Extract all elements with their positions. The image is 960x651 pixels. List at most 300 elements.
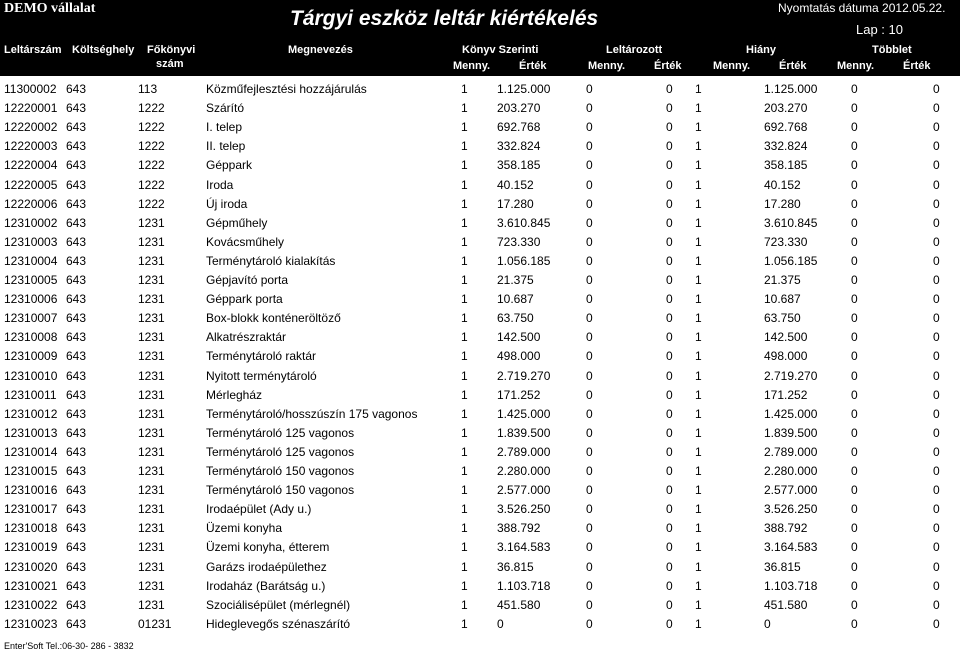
cell-leltar-menny: 0	[586, 330, 593, 344]
table-row	[0, 577, 960, 596]
cell-tobblet-menny: 0	[851, 158, 858, 172]
cell-leltar-ertek: 0	[666, 273, 673, 287]
cell-leltarszam: 11300002	[4, 82, 57, 96]
cell-leltar-ertek: 0	[666, 369, 673, 383]
cell-leltar-menny: 0	[586, 560, 593, 574]
cell-megnevezes: Nyitott terménytároló	[206, 369, 317, 383]
cell-leltar-menny: 0	[586, 311, 593, 325]
cell-hiany-ertek: 1.056.185	[764, 254, 818, 268]
cell-fokonyvi: 1231	[138, 502, 165, 516]
cell-tobblet-ertek: 0	[933, 445, 940, 459]
cell-hiany-ertek: 451.580	[764, 598, 808, 612]
cell-fokonyvi: 1222	[138, 197, 165, 211]
cell-leltar-ertek: 0	[666, 426, 673, 440]
cell-konyv-ertek: 451.580	[497, 598, 541, 612]
cell-konyv-ertek: 36.815	[497, 560, 534, 574]
table-row	[0, 156, 960, 175]
cell-leltarszam: 12220001	[4, 101, 58, 115]
cell-leltarszam: 12220004	[4, 158, 58, 172]
cell-megnevezes: Terménytároló 150 vagonos	[206, 483, 355, 497]
cell-tobblet-ertek: 0	[933, 502, 940, 516]
cell-koltseghely: 643	[66, 464, 87, 478]
cell-koltseghely: 643	[66, 560, 87, 574]
cell-leltar-ertek: 0	[666, 388, 673, 402]
cell-hiany-ertek: 203.270	[764, 101, 808, 115]
cell-koltseghely: 643	[66, 216, 87, 230]
cell-hiany-menny: 1	[695, 369, 702, 383]
cell-leltar-menny: 0	[586, 197, 593, 211]
cell-megnevezes: I. telep	[206, 120, 243, 134]
cell-koltseghely: 643	[66, 407, 87, 421]
cell-leltar-menny: 0	[586, 139, 593, 153]
cell-koltseghely: 643	[66, 598, 87, 612]
col-tobblet: Többlet	[872, 44, 912, 56]
cell-tobblet-menny: 0	[851, 579, 858, 593]
col-szam: szám	[156, 58, 184, 70]
cell-koltseghely: 643	[66, 330, 87, 344]
cell-fokonyvi: 1231	[138, 540, 165, 554]
cell-megnevezes: Terménytároló raktár	[206, 349, 317, 363]
cell-fokonyvi: 1231	[138, 560, 165, 574]
cell-tobblet-ertek: 0	[933, 369, 940, 383]
cell-konyv-ertek: 2.280.000	[497, 464, 551, 478]
table-row	[0, 615, 960, 634]
cell-hiany-menny: 1	[695, 82, 702, 96]
cell-konyv-ertek: 3.164.583	[497, 540, 551, 554]
cell-hiany-ertek: 21.375	[764, 273, 801, 287]
cell-leltar-ertek: 0	[666, 502, 673, 516]
cell-leltar-ertek: 0	[666, 311, 673, 325]
cell-tobblet-menny: 0	[851, 235, 858, 249]
cell-hiany-menny: 1	[695, 349, 702, 363]
table-row	[0, 99, 960, 118]
cell-hiany-ertek: 63.750	[764, 311, 801, 325]
cell-tobblet-menny: 0	[851, 82, 858, 96]
cell-leltar-menny: 0	[586, 502, 593, 516]
cell-leltar-ertek: 0	[666, 254, 673, 268]
cell-konyv-menny: 1	[461, 311, 468, 325]
cell-leltar-ertek: 0	[666, 216, 673, 230]
cell-konyv-ertek: 1.839.500	[497, 426, 551, 440]
cell-hiany-ertek: 692.768	[764, 120, 808, 134]
table-row	[0, 290, 960, 309]
cell-fokonyvi: 1231	[138, 407, 165, 421]
cell-hiany-ertek: 498.000	[764, 349, 808, 363]
cell-konyv-menny: 1	[461, 502, 468, 516]
cell-megnevezes: II. telep	[206, 139, 246, 153]
cell-fokonyvi: 113	[138, 82, 158, 96]
cell-leltarszam: 12310010	[4, 369, 58, 383]
cell-tobblet-menny: 0	[851, 197, 858, 211]
cell-tobblet-menny: 0	[851, 101, 858, 115]
cell-tobblet-ertek: 0	[933, 158, 940, 172]
cell-fokonyvi: 1231	[138, 483, 165, 497]
cell-leltarszam: 12310005	[4, 273, 58, 287]
col-koltseghely: Költséghely	[72, 44, 135, 56]
cell-tobblet-ertek: 0	[933, 330, 940, 344]
cell-hiany-menny: 1	[695, 139, 702, 153]
cell-leltarszam: 12310017	[4, 502, 58, 516]
cell-hiany-ertek: 2.719.270	[764, 369, 818, 383]
cell-leltarszam: 12310023	[4, 617, 58, 631]
cell-tobblet-ertek: 0	[933, 311, 940, 325]
table-row	[0, 80, 960, 99]
col-leltarszam: Leltárszám	[4, 44, 62, 56]
cell-tobblet-ertek: 0	[933, 197, 940, 211]
table-row	[0, 176, 960, 195]
cell-konyv-menny: 1	[461, 426, 468, 440]
cell-fokonyvi: 1231	[138, 254, 165, 268]
cell-hiany-menny: 1	[695, 311, 702, 325]
table-row	[0, 538, 960, 557]
cell-konyv-menny: 1	[461, 388, 468, 402]
cell-tobblet-ertek: 0	[933, 426, 940, 440]
cell-leltarszam: 12310014	[4, 445, 58, 459]
cell-leltar-ertek: 0	[666, 598, 673, 612]
cell-hiany-menny: 1	[695, 540, 702, 554]
table-row	[0, 405, 960, 424]
cell-megnevezes: Gépjavító porta	[206, 273, 289, 287]
col-ertek-leltar: Érték	[654, 60, 682, 72]
cell-leltarszam: 12310020	[4, 560, 58, 574]
table-row	[0, 558, 960, 577]
cell-hiany-ertek: 358.185	[764, 158, 808, 172]
cell-hiany-menny: 1	[695, 445, 702, 459]
cell-hiany-menny: 1	[695, 235, 702, 249]
cell-hiany-ertek: 17.280	[764, 197, 801, 211]
cell-hiany-menny: 1	[695, 502, 702, 516]
cell-tobblet-menny: 0	[851, 540, 858, 554]
cell-leltar-menny: 0	[586, 273, 593, 287]
cell-hiany-ertek: 3.610.845	[764, 216, 818, 230]
cell-megnevezes: Üzemi konyha, étterem	[206, 540, 330, 554]
cell-konyv-ertek: 171.252	[497, 388, 541, 402]
cell-fokonyvi: 1231	[138, 216, 165, 230]
cell-konyv-menny: 1	[461, 197, 468, 211]
table-row	[0, 367, 960, 386]
cell-tobblet-menny: 0	[851, 292, 858, 306]
cell-leltar-menny: 0	[586, 216, 593, 230]
cell-konyv-menny: 1	[461, 579, 468, 593]
table-row	[0, 519, 960, 538]
cell-tobblet-menny: 0	[851, 502, 858, 516]
cell-konyv-ertek: 10.687	[497, 292, 534, 306]
cell-tobblet-menny: 0	[851, 407, 858, 421]
cell-konyv-ertek: 2.577.000	[497, 483, 551, 497]
cell-konyv-menny: 1	[461, 598, 468, 612]
cell-konyv-ertek: 358.185	[497, 158, 541, 172]
cell-koltseghely: 643	[66, 82, 87, 96]
cell-megnevezes: Mérlegház	[206, 388, 263, 402]
table-row	[0, 252, 960, 271]
cell-leltarszam: 12310009	[4, 349, 58, 363]
cell-koltseghely: 643	[66, 369, 87, 383]
col-fokonyvi: Főkönyvi	[147, 44, 196, 56]
cell-leltar-ertek: 0	[666, 445, 673, 459]
cell-konyv-menny: 1	[461, 330, 468, 344]
cell-hiany-ertek: 388.792	[764, 521, 808, 535]
cell-leltar-menny: 0	[586, 349, 593, 363]
cell-konyv-ertek: 2.719.270	[497, 369, 551, 383]
cell-fokonyvi: 1231	[138, 292, 165, 306]
cell-leltar-ertek: 0	[666, 139, 673, 153]
cell-fokonyvi: 1222	[138, 139, 165, 153]
cell-leltarszam: 12310007	[4, 311, 58, 325]
cell-hiany-ertek: 1.103.718	[764, 579, 818, 593]
table-row	[0, 233, 960, 252]
cell-leltarszam: 12310006	[4, 292, 58, 306]
cell-leltarszam: 12220006	[4, 197, 58, 211]
cell-megnevezes: Alkatrészraktár	[206, 330, 287, 344]
cell-hiany-menny: 1	[695, 483, 702, 497]
cell-koltseghely: 643	[66, 349, 87, 363]
cell-leltarszam: 12310019	[4, 540, 58, 554]
cell-tobblet-menny: 0	[851, 369, 858, 383]
cell-hiany-ertek: 0	[764, 617, 771, 631]
cell-tobblet-menny: 0	[851, 216, 858, 230]
cell-konyv-menny: 1	[461, 216, 468, 230]
cell-fokonyvi: 1222	[138, 101, 165, 115]
cell-konyv-menny: 1	[461, 521, 468, 535]
cell-leltar-menny: 0	[586, 579, 593, 593]
cell-leltar-ertek: 0	[666, 235, 673, 249]
cell-hiany-ertek: 36.815	[764, 560, 801, 574]
cell-hiany-menny: 1	[695, 617, 702, 631]
cell-leltar-menny: 0	[586, 101, 593, 115]
cell-tobblet-ertek: 0	[933, 273, 940, 287]
page-number: Lap : 10	[856, 22, 903, 37]
cell-leltar-menny: 0	[586, 235, 593, 249]
cell-hiany-menny: 1	[695, 101, 702, 115]
cell-fokonyvi: 1231	[138, 388, 165, 402]
cell-leltar-ertek: 0	[666, 158, 673, 172]
cell-leltar-menny: 0	[586, 178, 593, 192]
col-menny-leltar: Menny.	[588, 60, 626, 72]
cell-tobblet-ertek: 0	[933, 540, 940, 554]
cell-konyv-ertek: 1.425.000	[497, 407, 551, 421]
cell-fokonyvi: 1222	[138, 120, 165, 134]
cell-hiany-menny: 1	[695, 579, 702, 593]
cell-leltar-ertek: 0	[666, 120, 673, 134]
cell-hiany-ertek: 2.789.000	[764, 445, 818, 459]
cell-megnevezes: Kovácsműhely	[206, 235, 285, 249]
cell-konyv-ertek: 21.375	[497, 273, 534, 287]
cell-konyv-menny: 1	[461, 235, 468, 249]
cell-megnevezes: Hideglevegős szénaszárító	[206, 617, 351, 631]
cell-koltseghely: 643	[66, 139, 87, 153]
cell-hiany-menny: 1	[695, 407, 702, 421]
cell-tobblet-ertek: 0	[933, 349, 940, 363]
cell-koltseghely: 643	[66, 178, 87, 192]
cell-megnevezes: Terménytároló 150 vagonos	[206, 464, 355, 478]
cell-konyv-menny: 1	[461, 178, 468, 192]
company-name: DEMO vállalat	[4, 1, 96, 16]
cell-konyv-ertek: 388.792	[497, 521, 541, 535]
cell-leltarszam: 12310002	[4, 216, 58, 230]
col-ertek-konyv: Érték	[519, 60, 547, 72]
cell-hiany-ertek: 1.425.000	[764, 407, 818, 421]
cell-hiany-ertek: 723.330	[764, 235, 808, 249]
cell-koltseghely: 643	[66, 197, 87, 211]
cell-tobblet-ertek: 0	[933, 101, 940, 115]
col-menny-tobblet: Menny.	[837, 60, 875, 72]
cell-hiany-ertek: 171.252	[764, 388, 808, 402]
cell-tobblet-menny: 0	[851, 483, 858, 497]
cell-konyv-menny: 1	[461, 464, 468, 478]
col-menny-konyv: Menny.	[453, 60, 491, 72]
cell-leltar-menny: 0	[586, 388, 593, 402]
cell-fokonyvi: 1222	[138, 178, 165, 192]
cell-leltar-menny: 0	[586, 445, 593, 459]
cell-hiany-menny: 1	[695, 178, 702, 192]
cell-koltseghely: 643	[66, 540, 87, 554]
cell-fokonyvi: 1231	[138, 273, 165, 287]
cell-konyv-ertek: 2.789.000	[497, 445, 551, 459]
table-row	[0, 462, 960, 481]
cell-konyv-menny: 1	[461, 445, 468, 459]
cell-fokonyvi: 1231	[138, 349, 165, 363]
cell-koltseghely: 643	[66, 311, 87, 325]
table-row	[0, 481, 960, 500]
cell-konyv-menny: 1	[461, 560, 468, 574]
cell-tobblet-ertek: 0	[933, 483, 940, 497]
cell-tobblet-ertek: 0	[933, 388, 940, 402]
cell-hiany-menny: 1	[695, 521, 702, 535]
report-header	[0, 0, 960, 76]
cell-koltseghely: 643	[66, 273, 87, 287]
cell-megnevezes: Gépműhely	[206, 216, 268, 230]
cell-fokonyvi: 1231	[138, 426, 165, 440]
cell-konyv-menny: 1	[461, 483, 468, 497]
cell-koltseghely: 643	[66, 521, 87, 535]
cell-koltseghely: 643	[66, 235, 87, 249]
cell-konyv-ertek: 40.152	[497, 178, 534, 192]
cell-koltseghely: 643	[66, 617, 87, 631]
cell-megnevezes: Szociálisépület (mérlegnél)	[206, 598, 351, 612]
cell-leltarszam: 12220003	[4, 139, 58, 153]
cell-tobblet-ertek: 0	[933, 521, 940, 535]
cell-fokonyvi: 1222	[138, 158, 165, 172]
cell-konyv-ertek: 203.270	[497, 101, 541, 115]
cell-konyv-menny: 1	[461, 139, 468, 153]
cell-leltar-ertek: 0	[666, 197, 673, 211]
cell-leltarszam: 12310008	[4, 330, 58, 344]
cell-tobblet-menny: 0	[851, 464, 858, 478]
cell-megnevezes: Közműfejlesztési hozzájárulás	[206, 82, 367, 96]
cell-koltseghely: 643	[66, 254, 87, 268]
table-row	[0, 271, 960, 290]
cell-tobblet-menny: 0	[851, 178, 858, 192]
cell-fokonyvi: 1231	[138, 369, 165, 383]
cell-tobblet-ertek: 0	[933, 292, 940, 306]
cell-leltar-ertek: 0	[666, 560, 673, 574]
cell-konyv-menny: 1	[461, 120, 468, 134]
cell-hiany-ertek: 3.164.583	[764, 540, 818, 554]
cell-tobblet-menny: 0	[851, 560, 858, 574]
cell-leltar-ertek: 0	[666, 464, 673, 478]
cell-tobblet-ertek: 0	[933, 579, 940, 593]
cell-leltarszam: 12310011	[4, 388, 57, 402]
cell-tobblet-menny: 0	[851, 311, 858, 325]
cell-hiany-ertek: 2.280.000	[764, 464, 818, 478]
cell-konyv-menny: 1	[461, 407, 468, 421]
cell-tobblet-menny: 0	[851, 330, 858, 344]
cell-hiany-ertek: 142.500	[764, 330, 808, 344]
table-row	[0, 195, 960, 214]
cell-megnevezes: Szárító	[206, 101, 245, 115]
cell-leltar-ertek: 0	[666, 540, 673, 554]
cell-fokonyvi: 1231	[138, 521, 165, 535]
table-row	[0, 137, 960, 156]
cell-leltar-menny: 0	[586, 292, 593, 306]
cell-megnevezes: Terménytároló 125 vagonos	[206, 445, 355, 459]
cell-megnevezes: Géppark	[206, 158, 253, 172]
table-row	[0, 214, 960, 233]
cell-tobblet-ertek: 0	[933, 617, 940, 631]
cell-tobblet-menny: 0	[851, 598, 858, 612]
cell-leltar-menny: 0	[586, 464, 593, 478]
cell-konyv-ertek: 1.103.718	[497, 579, 551, 593]
cell-hiany-ertek: 2.577.000	[764, 483, 818, 497]
cell-megnevezes: Box-blokk konténeröltöző	[206, 311, 341, 325]
cell-megnevezes: Terménytároló kialakítás	[206, 254, 336, 268]
cell-leltar-ertek: 0	[666, 579, 673, 593]
cell-konyv-ertek: 723.330	[497, 235, 541, 249]
cell-fokonyvi: 1231	[138, 311, 165, 325]
cell-leltar-ertek: 0	[666, 349, 673, 363]
cell-megnevezes: Iroda	[206, 178, 234, 192]
col-leltarozott: Leltározott	[606, 44, 663, 56]
cell-koltseghely: 643	[66, 101, 87, 115]
cell-tobblet-ertek: 0	[933, 254, 940, 268]
cell-hiany-ertek: 3.526.250	[764, 502, 818, 516]
table-row	[0, 118, 960, 137]
cell-hiany-ertek: 1.839.500	[764, 426, 818, 440]
cell-leltar-ertek: 0	[666, 82, 673, 96]
cell-fokonyvi: 1231	[138, 598, 165, 612]
report-title: Tárgyi eszköz leltár kiértékelés	[290, 7, 599, 30]
cell-konyv-ertek: 63.750	[497, 311, 534, 325]
footer-credit: Enter'Soft Tel.:06-30- 286 - 3832	[4, 641, 134, 651]
cell-leltarszam: 12310016	[4, 483, 58, 497]
cell-tobblet-ertek: 0	[933, 178, 940, 192]
cell-koltseghely: 643	[66, 483, 87, 497]
cell-leltar-ertek: 0	[666, 483, 673, 497]
table-row	[0, 309, 960, 328]
col-ertek-hiany: Érték	[779, 60, 807, 72]
cell-hiany-ertek: 332.824	[764, 139, 808, 153]
cell-tobblet-ertek: 0	[933, 120, 940, 134]
cell-hiany-menny: 1	[695, 273, 702, 287]
cell-leltarszam: 12310012	[4, 407, 58, 421]
cell-konyv-ertek: 498.000	[497, 349, 541, 363]
cell-konyv-menny: 1	[461, 273, 468, 287]
cell-tobblet-menny: 0	[851, 388, 858, 402]
cell-fokonyvi: 01231	[138, 617, 172, 631]
cell-leltar-menny: 0	[586, 617, 593, 631]
col-megnevezes: Megnevezés	[288, 44, 353, 56]
cell-tobblet-ertek: 0	[933, 598, 940, 612]
cell-konyv-menny: 1	[461, 349, 468, 363]
cell-leltar-ertek: 0	[666, 178, 673, 192]
cell-koltseghely: 643	[66, 292, 87, 306]
cell-koltseghely: 643	[66, 120, 87, 134]
cell-konyv-ertek: 1.125.000	[497, 82, 551, 96]
cell-leltar-menny: 0	[586, 407, 593, 421]
cell-hiany-menny: 1	[695, 120, 702, 134]
cell-tobblet-menny: 0	[851, 445, 858, 459]
table-row	[0, 443, 960, 462]
